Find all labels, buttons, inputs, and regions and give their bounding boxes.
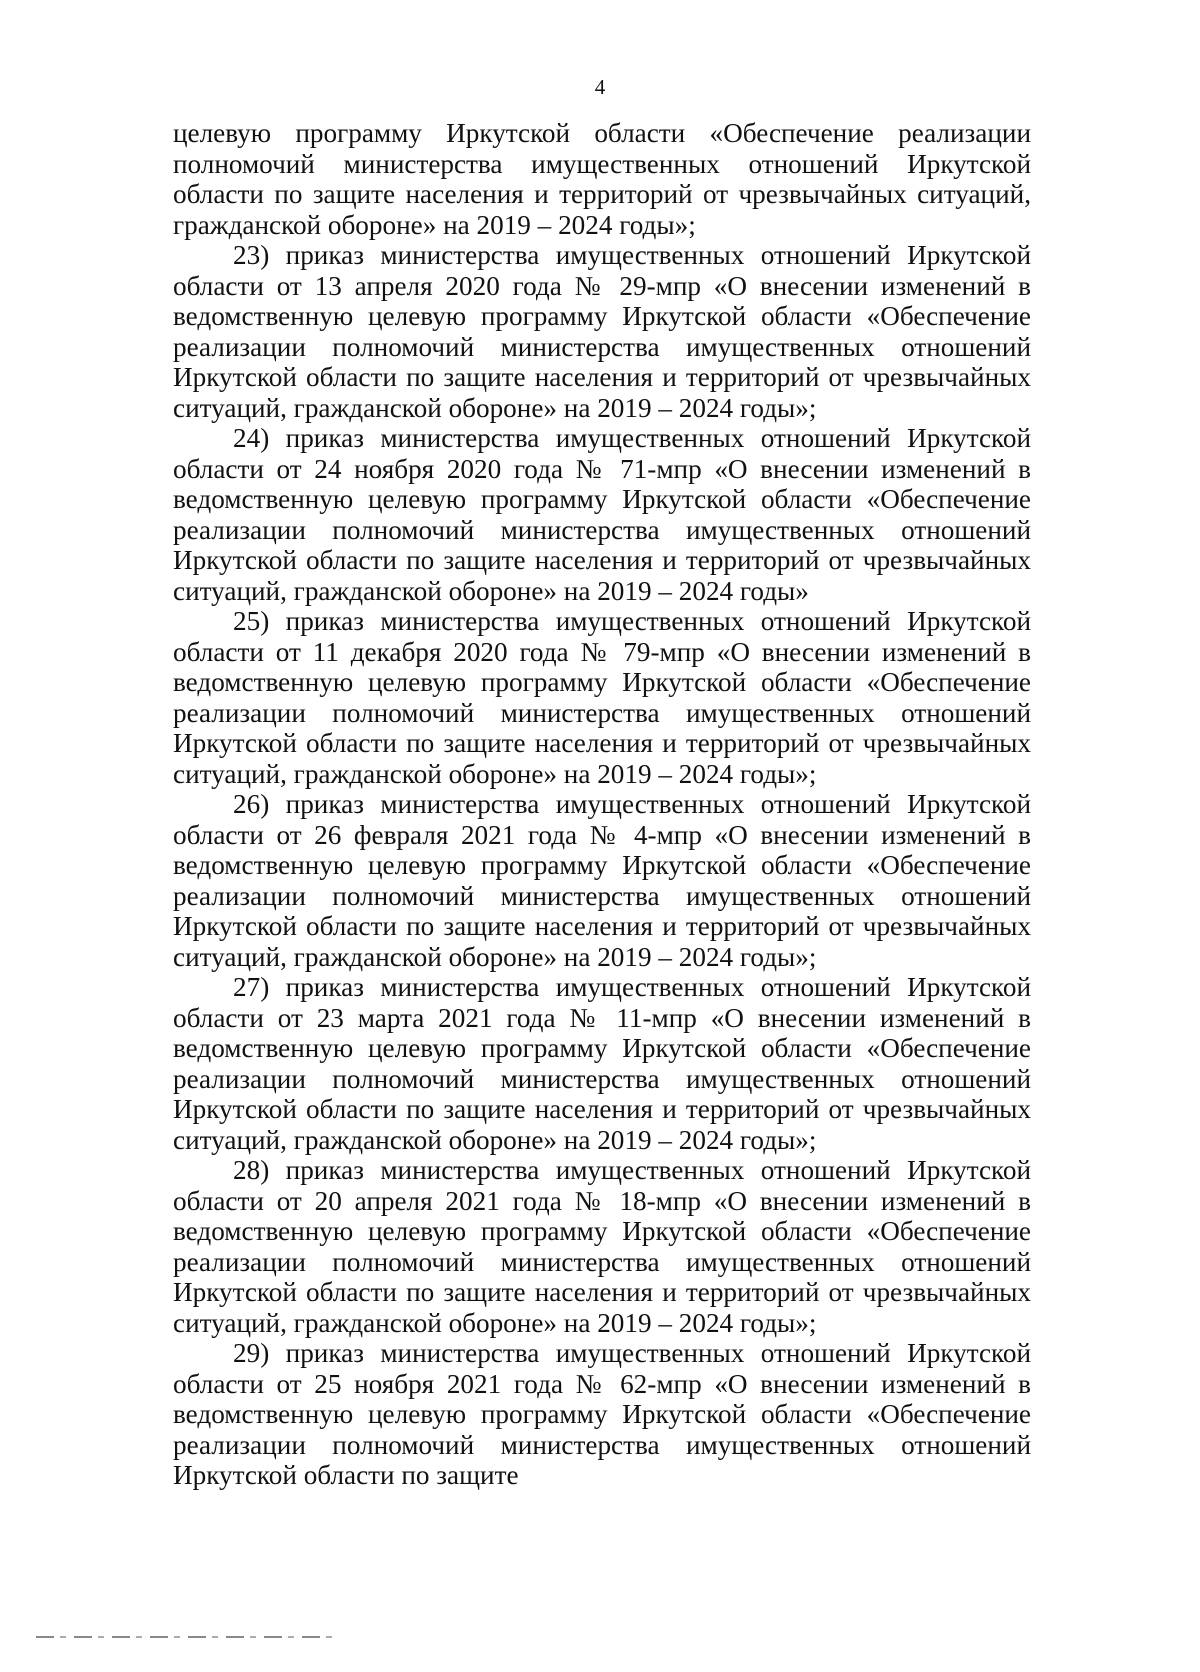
list-item-29: 29) приказ министерства имущественных отношений Иркутской области от 25 ноября 2021 года № 62-мпр «О внесении изменений в ведомственную целевую программу Иркутской области «Обеспечение реализации полномочий министерства имущественных отношений Иркутской области по защите xyxy=(173,1338,1031,1490)
page-number: 4 xyxy=(594,75,606,99)
document-body xyxy=(173,118,1031,1491)
list-item-24: 24) приказ министерства имущественных отношений Иркутской области от 24 ноября 2020 года № 71-мпр «О внесении изменений в ведомственную целевую программу Иркутской области «Обеспечение реализации полномочий министерства имущественных отношений Иркутской области по защите населения и территорий от чрезвычайных ситуаций, гражданской обороне» на 2019 – 2024 годы» xyxy=(173,423,1031,606)
list-item-23: 23) приказ министерства имущественных отношений Иркутской области от 13 апреля 2020 года № 29-мпр «О внесении изменений в ведомственную целевую программу Иркутской области «Обеспечение реализации полномочий министерства имущественных отношений Иркутской области по защите населения и территорий от чрезвычайных ситуаций, гражданской обороне» на 2019 – 2024 годы»; xyxy=(173,240,1031,423)
scan-artifact-line xyxy=(36,1636,336,1638)
leading-paragraph: целевую программу Иркутской области «Обеспечение реализации полномочий министерства имущественных отношений Иркутской области по защите населения и территорий от чрезвычайных ситуаций, гражданской обороне» на 2019 – 2024 годы»; xyxy=(173,118,1031,240)
list-item-25: 25) приказ министерства имущественных отношений Иркутской области от 11 декабря 2020 года № 79-мпр «О внесении изменений в ведомственную целевую программу Иркутской области «Обеспечение реализации полномочий министерства имущественных отношений Иркутской области по защите населения и территорий от чрезвычайных ситуаций, гражданской обороне» на 2019 – 2024 годы»; xyxy=(173,606,1031,789)
list-item-28: 28) приказ министерства имущественных отношений Иркутской области от 20 апреля 2021 года № 18-мпр «О внесении изменений в ведомственную целевую программу Иркутской области «Обеспечение реализации полномочий министерства имущественных отношений Иркутской области по защите населения и территорий от чрезвычайных ситуаций, гражданской обороне» на 2019 – 2024 годы»; xyxy=(173,1155,1031,1338)
list-item-27: 27) приказ министерства имущественных отношений Иркутской области от 23 марта 2021 года № 11-мпр «О внесении изменений в ведомственную целевую программу Иркутской области «Обеспечение реализации полномочий министерства имущественных отношений Иркутской области по защите населения и территорий от чрезвычайных ситуаций, гражданской обороне» на 2019 – 2024 годы»; xyxy=(173,972,1031,1155)
list-item-26: 26) приказ министерства имущественных отношений Иркутской области от 26 февраля 2021 года № 4-мпр «О внесении изменений в ведомственную целевую программу Иркутской области «Обеспечение реализации полномочий министерства имущественных отношений Иркутской области по защите населения и территорий от чрезвычайных ситуаций, гражданской обороне» на 2019 – 2024 годы»; xyxy=(173,789,1031,972)
